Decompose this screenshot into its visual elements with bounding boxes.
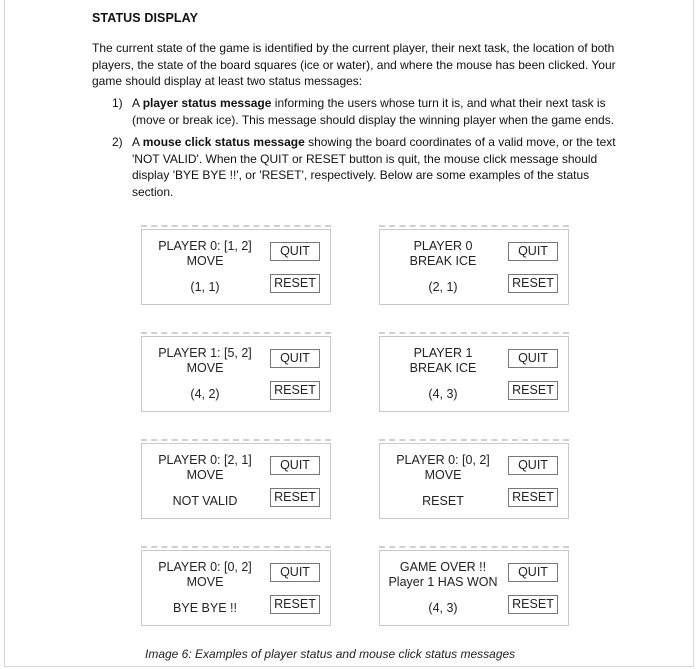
player-status-message: PLAYER 0: [0, 2] MOVE xyxy=(158,560,252,589)
status-panel xyxy=(141,229,331,305)
quit-button[interactable]: QUIT xyxy=(270,349,320,368)
panel-top-rule xyxy=(141,332,331,337)
reset-button[interactable]: RESET xyxy=(508,595,558,614)
mouse-click-status-message: RESET xyxy=(422,494,464,508)
quit-button[interactable]: QUIT xyxy=(270,563,320,582)
quit-button[interactable]: QUIT xyxy=(508,456,558,475)
status-panel xyxy=(379,336,569,412)
mouse-click-status-message: (2, 1) xyxy=(428,280,458,294)
reset-button[interactable]: RESET xyxy=(270,381,320,400)
list-text: A player status message informing the users whose turn it is, and what their next task is (move or break ice). This message should display the winning player when the game ends. xyxy=(132,96,615,127)
quit-button[interactable]: QUIT xyxy=(508,242,558,261)
quit-button[interactable]: QUIT xyxy=(270,456,320,475)
player-status-message: PLAYER 0 BREAK ICE xyxy=(409,239,477,268)
player-status-message: GAME OVER !! Player 1 HAS WON xyxy=(388,560,498,589)
reset-button[interactable]: RESET xyxy=(270,595,320,614)
status-panel xyxy=(379,229,569,305)
panel-top-rule xyxy=(379,439,569,444)
player-status-message: PLAYER 1: [5, 2] MOVE xyxy=(158,346,252,375)
mouse-click-status-message: (1, 1) xyxy=(190,280,220,294)
quit-button[interactable]: QUIT xyxy=(508,349,558,368)
status-panel xyxy=(379,443,569,519)
mouse-click-status-message: (4, 2) xyxy=(190,387,220,401)
player-status-message: PLAYER 1 BREAK ICE xyxy=(409,346,477,375)
reset-button[interactable]: RESET xyxy=(270,274,320,293)
reset-button[interactable]: RESET xyxy=(508,381,558,400)
quit-button[interactable]: QUIT xyxy=(270,242,320,261)
figure-caption: Image 6: Examples of player status and mouse click status messages xyxy=(145,647,516,661)
status-panel xyxy=(141,336,331,412)
list-text: A mouse click status message showing the board coordinates of a valid move, or the text 'NOT VALID'. When the QUIT or RESET button is quit, the mouse click message should display 'BYE BYE !!', or 'RESET', respectively. Below are some examples of the status section. xyxy=(132,135,616,199)
section-heading: STATUS DISPLAY xyxy=(92,11,199,25)
panel-top-rule xyxy=(141,439,331,444)
status-panel xyxy=(379,550,569,626)
reset-button[interactable]: RESET xyxy=(508,488,558,507)
mouse-click-status-message: NOT VALID xyxy=(172,494,238,508)
mouse-click-status-message: (4, 3) xyxy=(428,387,458,401)
reset-button[interactable]: RESET xyxy=(270,488,320,507)
panel-top-rule xyxy=(379,546,569,551)
bold-term: player status message xyxy=(142,96,272,110)
bold-term: mouse click status message xyxy=(142,135,305,149)
player-status-message: PLAYER 0: [2, 1] MOVE xyxy=(158,453,252,482)
player-status-message: PLAYER 0: [0, 2] MOVE xyxy=(396,453,490,482)
panel-top-rule xyxy=(141,546,331,551)
mouse-click-status-message: BYE BYE !! xyxy=(173,601,237,615)
panel-top-rule xyxy=(141,225,331,230)
panel-top-rule xyxy=(379,332,569,337)
reset-button[interactable]: RESET xyxy=(508,274,558,293)
quit-button[interactable]: QUIT xyxy=(508,563,558,582)
panel-top-rule xyxy=(379,225,569,230)
status-panel xyxy=(141,550,331,626)
mouse-click-status-message: (4, 3) xyxy=(428,601,458,615)
list-number: 2) xyxy=(112,135,123,149)
list-number: 1) xyxy=(112,96,123,110)
status-panel xyxy=(141,443,331,519)
intro-paragraph: The current state of the game is identified by the current player, their next task, the location of both players, the state of the board squares (ice or water), and where the mouse has been clicked. Your game should display at least two status messages: xyxy=(92,41,616,88)
player-status-message: PLAYER 0: [1, 2] MOVE xyxy=(158,239,252,268)
